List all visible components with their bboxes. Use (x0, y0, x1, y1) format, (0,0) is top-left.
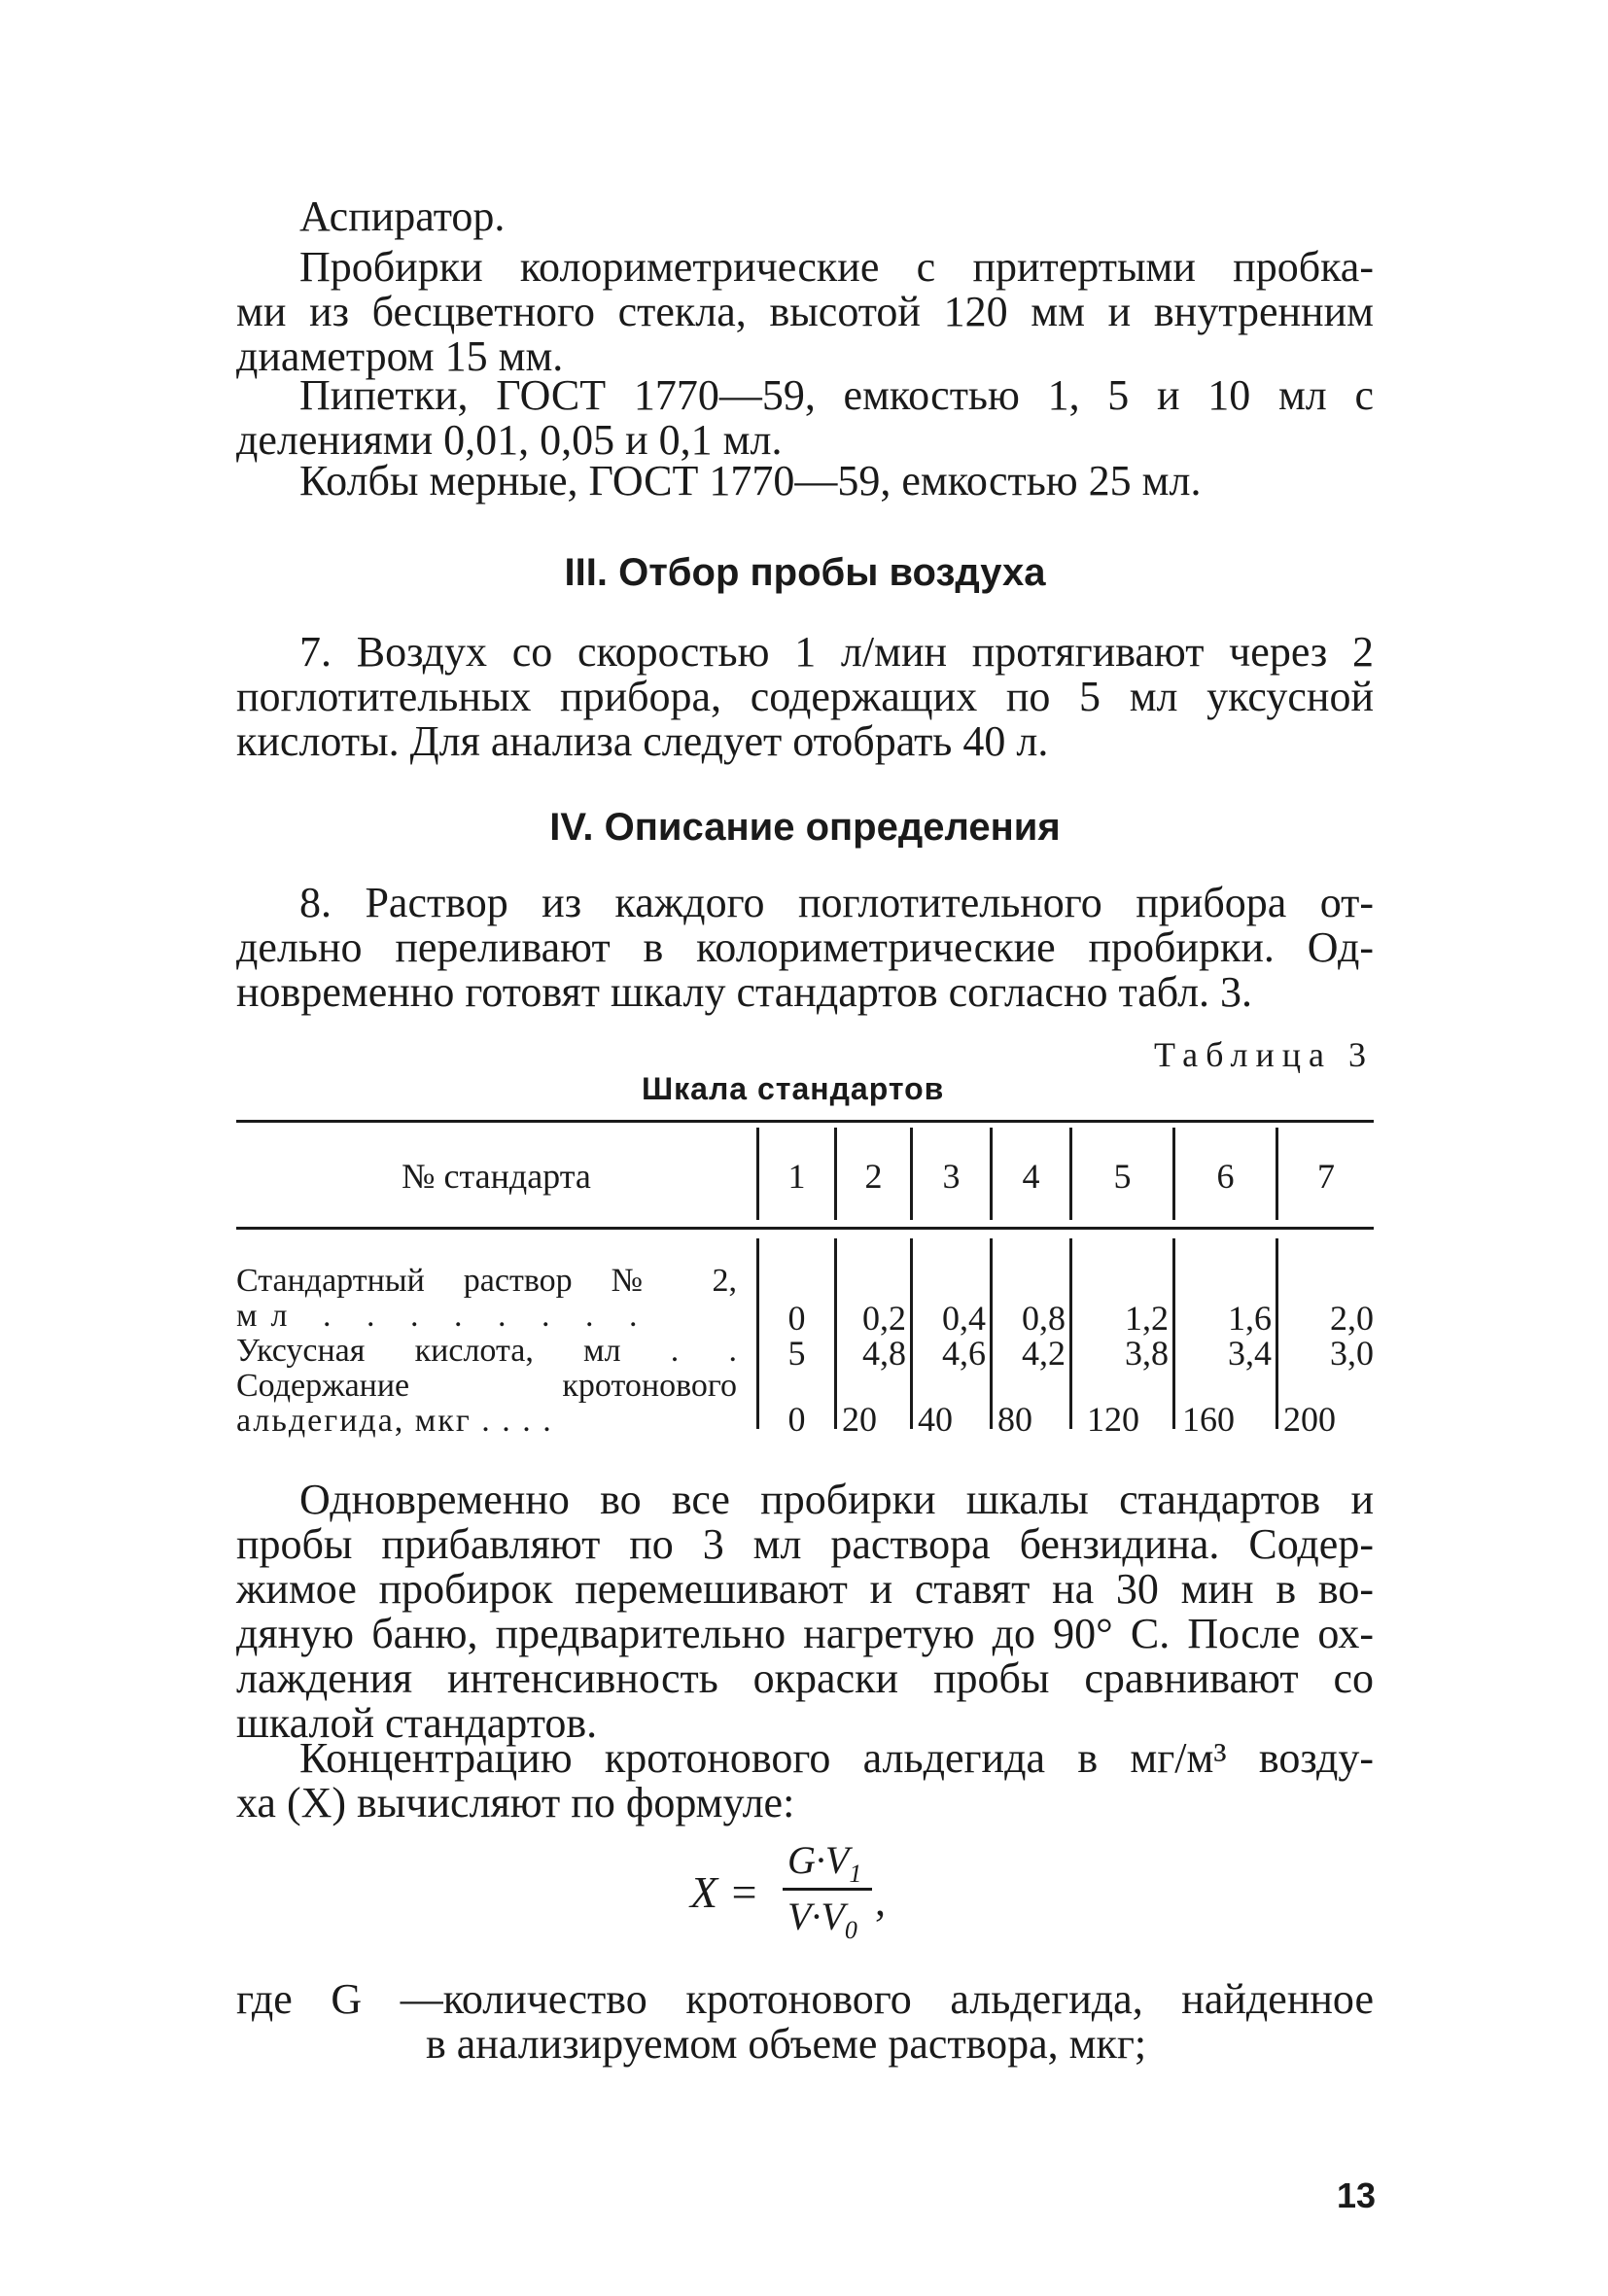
table-header-cell: 1 (787, 1157, 806, 1196)
table-header-cell: 5 (1113, 1157, 1132, 1196)
text-line: Пипетки, ГОСТ 1770—59, емкостью 1, 5 и 10 мл с (299, 371, 1374, 419)
text-line: 7. Воздух со скоростью 1 л/мин протягивают через 2 (299, 628, 1374, 676)
text-line: новременно готовят шкалу стандартов согласно табл. 3. (236, 968, 1253, 1016)
table-cell: 4,2 (1022, 1334, 1066, 1373)
table-cell: 0,2 (862, 1299, 906, 1338)
table-header-cell: 6 (1216, 1157, 1235, 1196)
text-line: диаметром 15 мм. (236, 332, 564, 380)
table-cell: 3,4 (1228, 1334, 1272, 1373)
fraction-bar (783, 1888, 872, 1891)
table-cell: 40 (918, 1400, 953, 1439)
section-heading-procedure: IV. Описание определения (549, 806, 1061, 849)
formula-denominator-text: V·V (787, 1895, 845, 1938)
text-line: Одновременно во все пробирки шкалы стандартов и (299, 1476, 1374, 1523)
text-line: Уксусная кислота, мл . . (236, 1333, 737, 1369)
text-line: ха (X) вычисляют по формуле: (236, 1779, 795, 1826)
table-cell: 4,6 (942, 1334, 986, 1373)
formula-lhs: X = (690, 1867, 759, 1917)
table-cell: 5 (787, 1334, 806, 1373)
text-line: 8. Раствор из каждого поглотительного прибора от- (299, 879, 1374, 926)
row-label-standard-solution (236, 1264, 737, 1334)
table-cell: 80 (997, 1400, 1032, 1439)
text-line: дельно переливают в колориметрические пробирки. Од- (236, 923, 1374, 971)
text-line: альдегида, мкг . . . . (236, 1403, 553, 1439)
table-header-cell: 7 (1317, 1157, 1335, 1196)
table-cell: 3,0 (1330, 1334, 1374, 1373)
table-header-cell: 4 (1022, 1157, 1040, 1196)
paragraph-sampling (236, 630, 1374, 764)
row-label-acetic-acid (236, 1334, 737, 1369)
table-title: Шкала стандартов (642, 1071, 945, 1106)
table-cell: 0 (787, 1400, 806, 1439)
paragraph-flasks (236, 459, 1374, 504)
section-heading-air-sampling: III. Отбор пробы воздуха (564, 551, 1046, 594)
text-line: лаждения интенсивность окраски пробы сравнивают со (236, 1654, 1374, 1702)
table-top-rule (236, 1120, 1374, 1123)
paragraph-aspirator (236, 194, 1374, 239)
table-cell: 0,4 (942, 1299, 986, 1338)
text-line: Пробирки колориметрические с притертыми пробка- (299, 243, 1374, 291)
table-cell: 1,2 (1125, 1299, 1169, 1338)
text-line: где G —количество кротонового альдегида, найденное (236, 1975, 1374, 2023)
table-cell: 4,8 (862, 1334, 906, 1373)
table-cell: 20 (842, 1400, 877, 1439)
formula-numerator-text: G·V (787, 1838, 850, 1882)
row-label-content (236, 1369, 737, 1439)
table-header-label: № стандарта (402, 1157, 591, 1196)
text-line: мл . . . . . . . . (236, 1298, 651, 1334)
page-number: 13 (1336, 2175, 1376, 2215)
table-cell: 2,0 (1330, 1299, 1374, 1338)
paragraph-procedure (236, 881, 1374, 1015)
text-line: делениями 0,01, 0,05 и 0,1 мл. (236, 416, 783, 464)
text-line: поглотительных прибора, содержащих по 5 мл уксусной (236, 673, 1374, 720)
table-header-cell: 3 (942, 1157, 961, 1196)
formula-numerator (787, 1837, 861, 1889)
table-cell: 160 (1182, 1400, 1235, 1439)
paragraph-test-tubes (236, 245, 1374, 379)
table-header-cell: 2 (864, 1157, 883, 1196)
text-line: дяную баню, предварительно нагретую до 90° С. После ох- (236, 1610, 1374, 1657)
paragraph-concentration (236, 1736, 1374, 1826)
paragraph-pipettes (236, 373, 1374, 463)
paragraph-benzidine (236, 1478, 1374, 1746)
table-cell: 200 (1283, 1400, 1336, 1439)
formula-comma: , (875, 1877, 886, 1925)
text-line: Колбы мерные, ГОСТ 1770—59, емкостью 25 мл. (299, 457, 1202, 504)
formula-denominator (787, 1894, 857, 1945)
formula-numerator-subscript: 1 (849, 1860, 862, 1888)
table-header-rule (236, 1227, 1374, 1230)
text-line: Стандартный раствор № 2, (236, 1263, 737, 1299)
text-line: жимое пробирок перемешивают и ставят на 30 мин в во- (236, 1565, 1374, 1613)
table-cell: 0,8 (1022, 1299, 1066, 1338)
text-line: кислоты. Для анализа следует отобрать 40 л. (236, 717, 1049, 765)
table-cell: 1,6 (1228, 1299, 1272, 1338)
text-line: Содержание кротонового (236, 1368, 737, 1404)
text-line: Концентрацию кротонового альдегида в мг/м³ возду- (299, 1734, 1374, 1782)
table-caption: Таблица 3 (1154, 1035, 1374, 1074)
table-cell: 120 (1087, 1400, 1139, 1439)
text-line: ми из бесцветного стекла, высотой 120 мм и внутренним (236, 288, 1374, 335)
concentration-formula (681, 1827, 972, 1944)
text-line: в анализируемом объеме раствора, мкг; (426, 2020, 1147, 2068)
table-cell: 0 (787, 1299, 806, 1338)
text-line: шкалой стандартов. (236, 1699, 598, 1747)
table-cell: 3,8 (1125, 1334, 1169, 1373)
text-line: Аспиратор. (299, 192, 506, 240)
paragraph-definitions (236, 1977, 1374, 2067)
text-line: пробы прибавляют по 3 мл раствора бензидина. Содер- (236, 1520, 1374, 1568)
formula-denominator-subscript: 0 (844, 1916, 857, 1944)
